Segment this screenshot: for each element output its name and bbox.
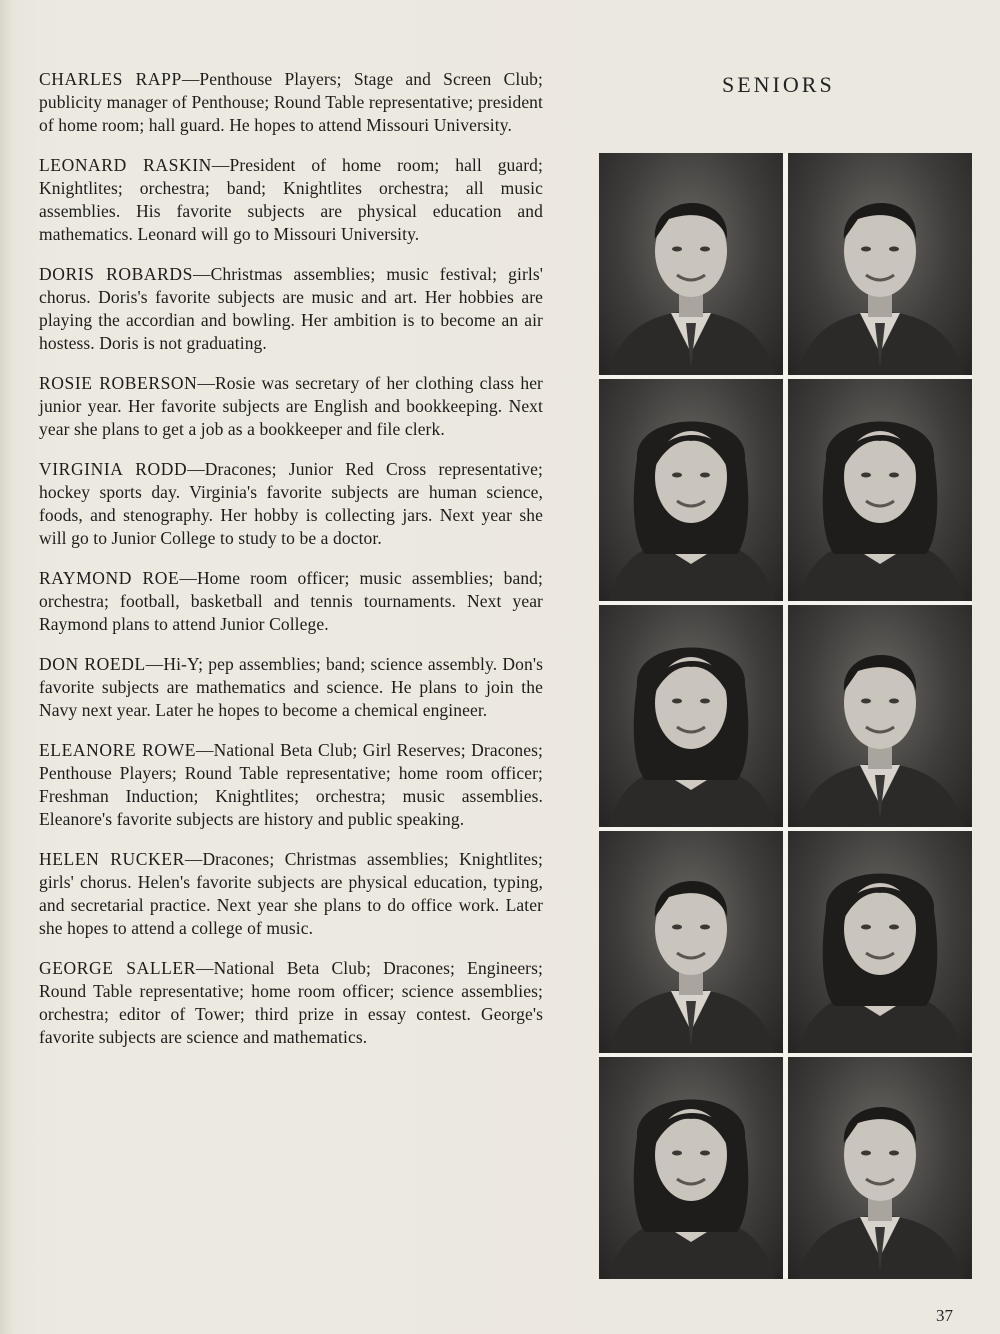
bio-text: —Home room officer; music assemblies; band; orchestra; football, basketball and tennis tournaments. Next year Raymond plans to attend Junior College. [39, 568, 543, 634]
senior-portrait [599, 153, 783, 375]
bio-text: —Christmas assemblies; music festival; girls' chorus. Doris's favorite subjects are music and art. Her hobbies are playing the accordian and bowling. Her ambition is to become an air hostess. Doris is not graduating. [39, 264, 543, 353]
bio-entry [39, 653, 543, 722]
bio-entry [39, 458, 543, 550]
bio-name: LEONARD RASKIN [39, 155, 212, 175]
bio-name: VIRGINIA RODD [39, 459, 188, 479]
bio-name: CHARLES RAPP [39, 69, 182, 89]
bio-column [39, 68, 543, 1066]
bio-name: ELEANORE ROWE [39, 740, 196, 760]
bio-entry [39, 372, 543, 441]
senior-portrait [788, 1057, 972, 1279]
senior-portrait [788, 153, 972, 375]
page-number: 37 [936, 1306, 953, 1325]
portrait-grid [599, 153, 972, 1278]
bio-text: —National Beta Club; Girl Reserves; Dracones; Penthouse Players; Round Table representative; home room officer; Freshman Induction; Knightlites; orchestra; music assemblies. Eleanore's favorite subjects are history and public speaking. [39, 740, 544, 829]
bio-entry [39, 68, 543, 137]
bio-name: GEORGE SALLER [39, 958, 196, 978]
bio-entry [39, 567, 543, 636]
senior-portrait [599, 1057, 783, 1279]
senior-portrait [788, 831, 972, 1053]
senior-portrait [599, 379, 783, 601]
bio-entry [39, 739, 543, 831]
bio-text: —President of home room; hall guard; Knightlites; orchestra; band; Knightlites orchestra; all music assemblies. His favorite subjects are physical education and mathematics. Leonard will go to Missouri University. [39, 155, 543, 244]
bio-entry [39, 263, 543, 355]
senior-portrait [788, 605, 972, 827]
bio-entry [39, 848, 543, 940]
bio-text: —Hi-Y; pep assemblies; band; science assembly. Don's favorite subjects are mathematics and science. He plans to join the Navy next year. Later he hopes to become a chemical engineer. [39, 654, 543, 720]
bio-name: ROSIE ROBERSON [39, 373, 198, 393]
bio-name: HELEN RUCKER [39, 849, 185, 869]
bio-name: DORIS ROBARDS [39, 264, 193, 284]
bio-text: —Rosie was secretary of her clothing class her junior year. Her favorite subjects are English and bookkeeping. Next year she plans to get a job as a bookkeeper and file clerk. [39, 373, 543, 439]
bio-text: —Dracones; Junior Red Cross representative; hockey sports day. Virginia's favorite subjects are human science, foods, and stenography. Her hobby is collecting jars. Next year she will go to Junior College to study to be a doctor. [39, 459, 543, 548]
bio-text: —Penthouse Players; Stage and Screen Club; publicity manager of Penthouse; Round Table representative; president of home room; hall guard. He hopes to attend Missouri University. [39, 69, 543, 135]
bio-name: RAYMOND ROE [39, 568, 180, 588]
bio-text: —National Beta Club; Dracones; Engineers; Round Table representative; home room officer; science assemblies; orchestra; editor of Tower; third prize in essay contest. George's favorite subjects are science and mathematics. [39, 958, 543, 1047]
section-title: SENIORS [722, 72, 835, 97]
bio-entry [39, 957, 543, 1049]
bio-text: —Dracones; Christmas assemblies; Knightlites; girls' chorus. Helen's favorite subjects are physical education, typing, and secretarial practice. Next year she plans to do office work. Later she hopes to attend a college of music. [39, 849, 544, 938]
bio-name: DON ROEDL [39, 654, 146, 674]
senior-portrait [599, 605, 783, 827]
bio-entry [39, 154, 543, 246]
senior-portrait [599, 831, 783, 1053]
senior-portrait [788, 379, 972, 601]
